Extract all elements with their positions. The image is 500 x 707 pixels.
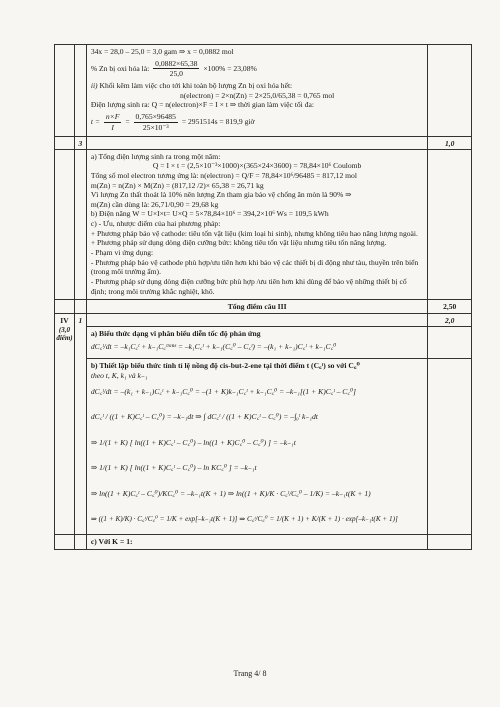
text-line: m(Zn) = n(Zn) × M(Zn) = (817,12 /2)× 65,38 = 26,71 kg — [90, 180, 264, 190]
text-line: ii) Khối kẽm làm việc cho tới khi toàn bộ lượng Zn bị oxi hóa hết: — [90, 81, 293, 91]
text-line: m(Zn) cần dùng là: 26,71/0,90 = 29,68 kg — [90, 199, 219, 209]
table-row — [55, 45, 472, 137]
text-line: b) Điện năng W = U×I×t= U×Q = 5×78,84×10⁶ = 394,2×10⁶ Ws = 109,5 kWh — [90, 209, 329, 219]
total-score: 2,50 — [428, 299, 472, 314]
text-line: n(electron) = 2×n(Zn) = 2×25,0/65,38 = 0,765 mol — [179, 90, 335, 100]
table-row — [55, 326, 472, 358]
answer-cell — [86, 535, 428, 550]
percent-zn-equation: % Zn bị oxi hóa là: $\frac{0,0882\times 65,38}{25,0}$ ×100% = 23,08% — [90, 58, 257, 79]
total-row — [55, 299, 472, 314]
text-line: a) Tổng điện lượng sinh ra trong một năm: — [90, 151, 221, 161]
text-line: Vì lượng Zn thất thoát là 10% nên lượng Zn tham gia bảo vệ chống ăn mòn là 90% ⇒ — [90, 190, 352, 200]
text-line: Tổng số mol electron tương ứng là: n(electron) = Q/F = 78,84×10⁶/96485 = 817,12 mol — [90, 171, 357, 181]
answer-cell — [86, 45, 428, 137]
text-line: - Phạm vi ứng dụng: — [90, 248, 154, 258]
text-line: + Phương pháp sử dụng dòng điện cưỡng bức: không tiêu tốn vật liệu nhưng tiêu tốn năng lượng. — [90, 238, 387, 248]
answer-cell — [86, 326, 428, 358]
answer-cell — [86, 149, 428, 299]
text-line: Q = I × t = (2,5×10⁻³×1000)×(365×24×3600) = 78,84×10⁶ Coulomb — [152, 161, 362, 171]
table-row — [55, 314, 472, 327]
table-row — [55, 137, 472, 150]
table-row — [55, 359, 472, 535]
score-cell: 2,0 — [428, 314, 472, 327]
question-number: 3 — [74, 137, 86, 150]
section-iv-label: IV (3,0 điểm) — [55, 314, 75, 535]
score-cell: 1,0 — [428, 137, 472, 150]
equation: ⇒ 1/(1 + K) [ ln((1 + K)C꜀ᵗ – C꜀⁰) – ln KC꜀⁰ ] = –k₋₁t — [90, 463, 257, 473]
text-line: c) Với K = 1: — [90, 537, 133, 547]
answer-cell — [86, 359, 428, 535]
text-line: b) Thiết lập biểu thức tính tỉ lệ nồng độ cis-but-2-ene tại thời điểm t (C꜀ᵗ) so với C꜀⁰ — [90, 361, 360, 371]
equation: dC꜀ᵗ / ((1 + K)C꜀ᵗ – C꜀⁰) = –k₋₁dt ⇒ ∫ dC꜀ᵗ / ((1 + K)C꜀ᵗ – C꜀⁰) = –∫₀ᵗ k₋₁dt — [90, 412, 318, 422]
equation: ⇒ ln((1 + K)C꜀ᵗ – C꜀⁰)/KC꜀⁰ = –k₋₁t(K + 1) ⇒ ln((1 + K)/K · C꜀ᵗ/C꜀⁰ – 1/K) = –k₋₁t(K + 1) — [90, 489, 371, 499]
text-line: Điện lượng sinh ra: Q = n(electron)×F = I × t ⇒ thời gian làm việc tối đa: — [90, 100, 314, 110]
equation: ⇒ 1/(1 + K) [ ln((1 + K)C꜀ᵗ – C꜀⁰) – ln((1 + K)C꜀⁰ – C꜀⁰) ] = –k₋₁t — [90, 437, 296, 447]
equation: dC꜀ᵗ/dt = –k₁C꜀ᵗ + k₋₁C꜀ᵗʳᵃⁿˢ = –k₁C꜀ᵗ + k₋₁(C꜀⁰ – C꜀ᵗ) = –(k₁ + k₋₁)C꜀ᵗ + k₋₁C꜀⁰ — [90, 342, 337, 352]
answer-table — [54, 44, 472, 550]
equation: ⇒ ((1 + K)/K) · C꜀ᵗ/C꜀⁰ = 1/K + exp[–k₋₁t(K + 1)] ⇒ C꜀ᵗ/C꜀⁰ = 1/(K + 1) + K/(K + 1) · exp[–k₋₁t(K + 1)] — [90, 514, 398, 523]
table-row — [55, 535, 472, 550]
time-equation: t = $\frac{n\times F}{I}$ = $\frac{0,765\times 96485}{\text{25×10⁻³}}$ = 2951514s = 819,9 giờ — [90, 111, 255, 132]
text-line: c) - Ưu, nhược điểm của hai phương pháp: — [90, 219, 221, 228]
text-line: a) Biểu thức dạng vi phân biểu diễn tốc độ phản ứng — [90, 328, 261, 338]
page-number: Trang 4/ 8 — [233, 669, 267, 678]
equation: dC꜀ᵗ/dt = –(k₁ + k₋₁)C꜀ᵗ + k₋₁C꜀⁰ = –(1 + K)k₋₁C꜀ᵗ + k₋₁C꜀⁰ = –k₋₁[(1 + K)C꜀ᵗ – C꜀⁰] — [90, 387, 356, 397]
text-line: theo t, K, k₁ và k₋₁ — [90, 370, 148, 380]
text-line: - Phương pháp sử dụng dòng điện cưỡng bức phù hợp /ưu tiên hơn khi dùng để bảo vệ những thiết bị cố định; trong môi trường khắc nghiệt, khô. — [90, 277, 407, 296]
text-line: 34x = 28,0 – 25,0 = 3,0 gam ⇒ x = 0,0882 mol — [90, 47, 234, 56]
text-line: + Phương pháp bảo vệ cathode: tiêu tốn vật liệu (kim loại hi sinh), nhưng không tiêu hao năng lượng ngoài. — [90, 228, 418, 238]
text-line: - Phương pháp bảo vệ cathode phù hợp/ưu tiên hơn khi bảo vệ các thiết bị di động như tàu, thuyền trên biển (trong môi trường ẩm). — [90, 257, 419, 277]
table-row — [55, 149, 472, 299]
question-number: 1 — [74, 314, 86, 535]
total-label: Tổng điểm câu III — [86, 299, 428, 314]
